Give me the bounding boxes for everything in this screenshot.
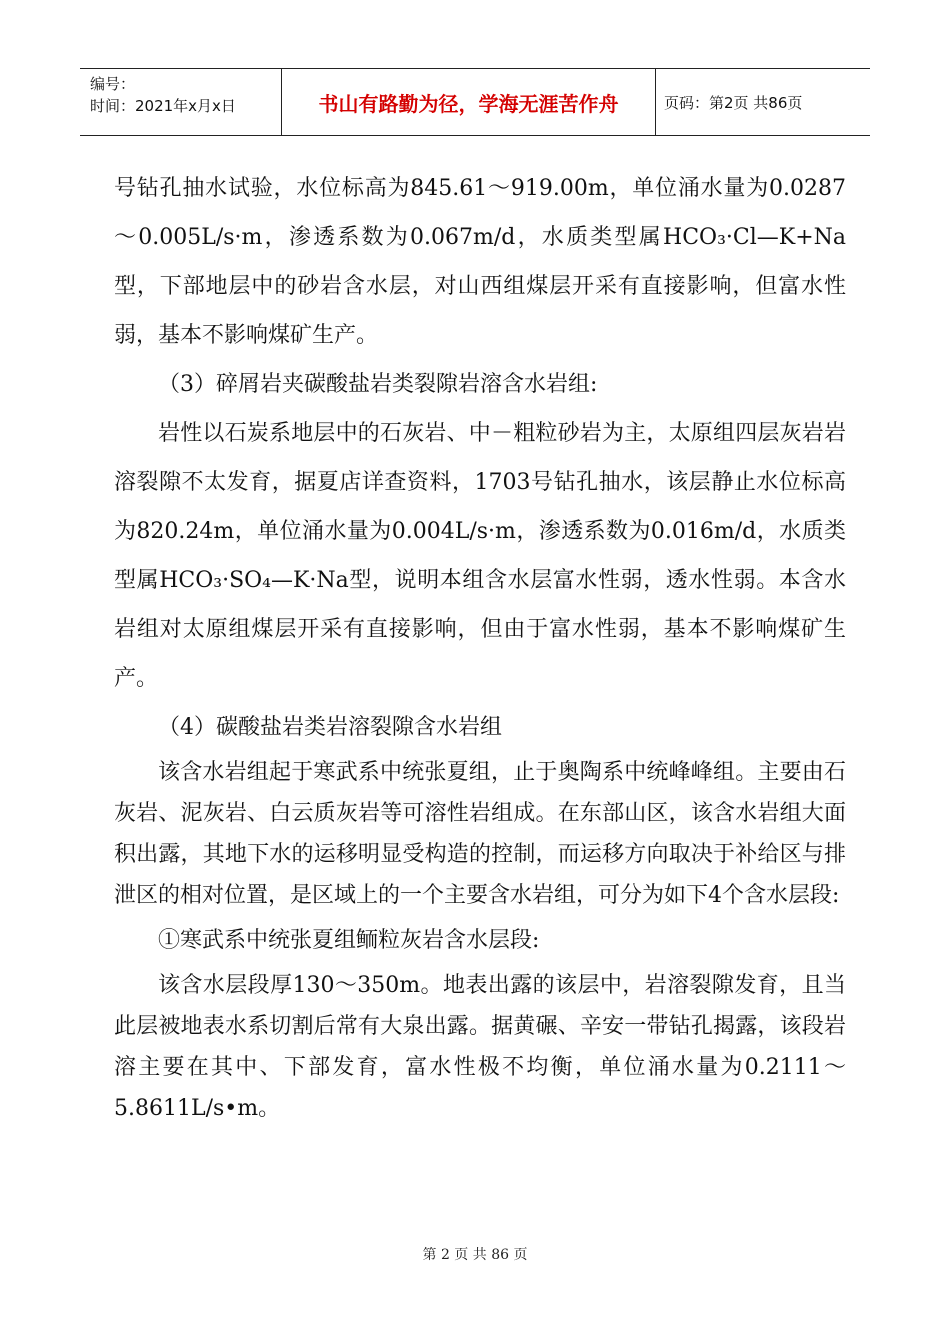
page-footer: 第 2 页 共 86 页 <box>422 1247 528 1263</box>
paragraph-4: 该含水层段厚130～350m。地表出露的该层中，岩溶裂隙发育，且当此层被地表水系切割后常有大泉出露。据黄碾、辛安一带钻孔揭露，该段岩溶主要在其中、下部发育，富水性极不均衡，单位涌水量为0.2111～5.8611L/s•m。 <box>114 973 846 1121</box>
header-motto: 书山有路勤为径，学海无涯苦作舟 <box>282 69 656 135</box>
paragraph-3: 该含水岩组起于寒武系中统张夏组，止于奥陶系中统峰峰组。主要由石灰岩、泥灰岩、白云质灰岩等可溶性岩组成。在东部山区，该含水岩组大面积出露，其地下水的运移明显受构造的控制，而运移方向取决于补给区与排泄区的相对位置，是区域上的一个主要含水岩组，可分为如下4个含水层段: <box>114 760 846 908</box>
document-number-label: 编号： <box>90 75 136 93</box>
section-heading-4: （4）碳酸盐岩类岩溶裂隙含水岩组 <box>158 715 502 740</box>
section-heading-3: （3）碎屑岩夹碳酸盐岩类裂隙岩溶含水岩组: <box>158 372 598 397</box>
paragraph-2: 岩性以石炭系地层中的石灰岩、中－粗粒砂岩为主，太原组四层灰岩岩溶裂隙不太发育，据夏店详查资料，1703号钻孔抽水，该层静止水位标高为820.24m，单位涌水量为0.004L/s·m，渗透系数为0.016m/d，水质类型属HCO₃·SO₄—K·Na型，说明本组含水层富水性弱，透水性弱。本含水岩组对太原组煤层开采有直接影响，但由于富水性弱，基本不影响煤矿生产。 <box>114 421 846 691</box>
document-body <box>114 164 846 1129</box>
header-page-info: 页码：第2页 共86页 <box>664 93 803 112</box>
header-meta <box>80 69 282 135</box>
subsection-heading-1: ①寒武系中统张夏组鲕粒灰岩含水层段: <box>158 928 540 953</box>
document-date: 时间：2021年x月x日 <box>90 97 236 115</box>
paragraph-1: 号钻孔抽水试验，水位标高为845.61～919.00m，单位涌水量为0.0287～0.005L/s·m，渗透系数为0.067m/d，水质类型属HCO₃·Cl—K+Na型，下部地层中的砂岩含水层，对山西组煤层开采有直接影响，但富水性弱，基本不影响煤矿生产。 <box>114 176 846 348</box>
page-header <box>80 68 870 136</box>
